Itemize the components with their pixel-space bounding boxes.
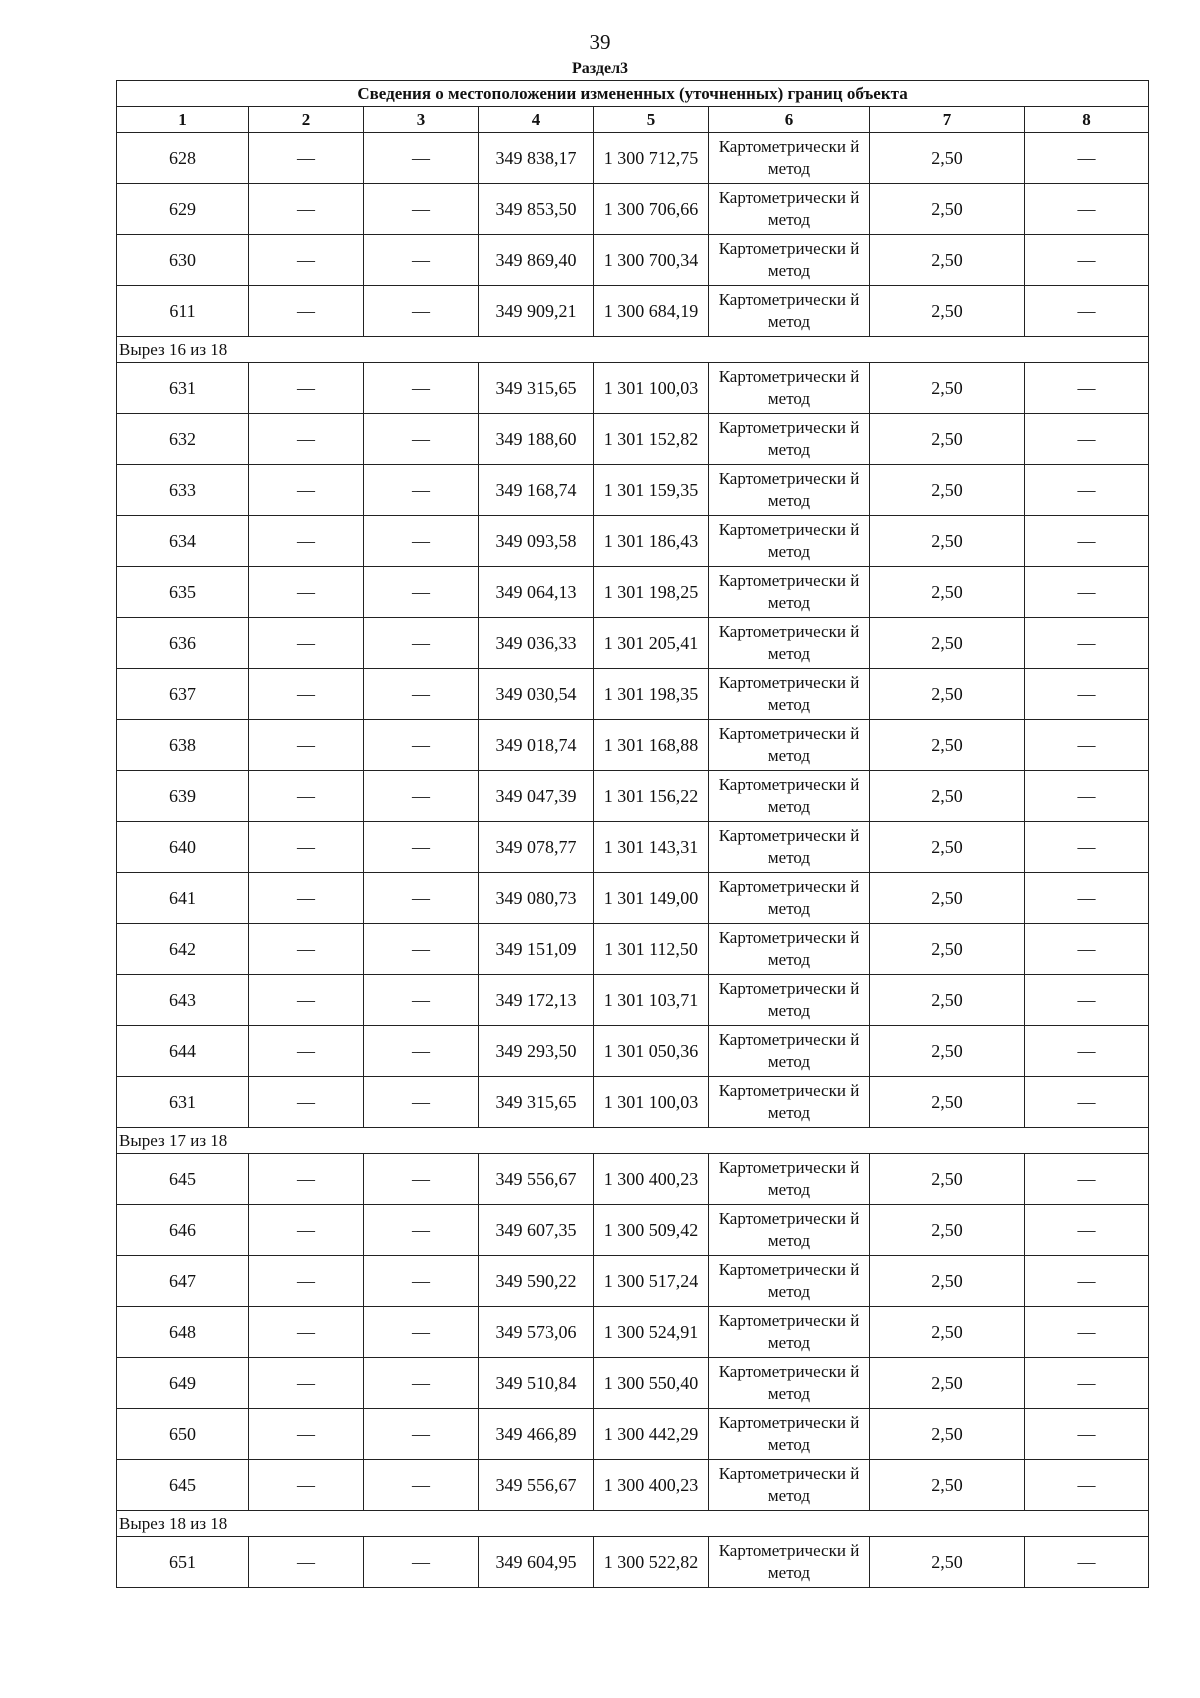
method-cell: Картометрически й метод: [709, 516, 870, 567]
point-number-cell: 637: [117, 669, 249, 720]
cutout-group-row: [117, 1128, 1149, 1154]
col3-cell: —: [364, 669, 479, 720]
y-coordinate-cell: 1 301 198,25: [594, 567, 709, 618]
col2-cell: —: [249, 1205, 364, 1256]
col8-cell: —: [1025, 1256, 1149, 1307]
col3-cell: —: [364, 1307, 479, 1358]
x-coordinate-cell: 349 315,65: [479, 1077, 594, 1128]
table-row: [117, 1256, 1149, 1307]
table-caption: Сведения о местоположении измененных (уточненных) границ объекта: [117, 81, 1149, 107]
method-cell: Картометрически й метод: [709, 1409, 870, 1460]
col8-cell: —: [1025, 235, 1149, 286]
col8-cell: —: [1025, 1026, 1149, 1077]
column-number: 8: [1025, 107, 1149, 133]
table-row: [117, 184, 1149, 235]
precision-cell: 2,50: [870, 1026, 1025, 1077]
col8-cell: —: [1025, 618, 1149, 669]
point-number-cell: 634: [117, 516, 249, 567]
x-coordinate-cell: 349 036,33: [479, 618, 594, 669]
col2-cell: —: [249, 1307, 364, 1358]
precision-cell: 2,50: [870, 1154, 1025, 1205]
col3-cell: —: [364, 133, 479, 184]
y-coordinate-cell: 1 301 112,50: [594, 924, 709, 975]
col3-cell: —: [364, 465, 479, 516]
x-coordinate-cell: 349 168,74: [479, 465, 594, 516]
col3-cell: —: [364, 771, 479, 822]
col8-cell: —: [1025, 465, 1149, 516]
col2-cell: —: [249, 873, 364, 924]
point-number-cell: 641: [117, 873, 249, 924]
table-row: [117, 873, 1149, 924]
col2-cell: —: [249, 516, 364, 567]
y-coordinate-cell: 1 301 100,03: [594, 1077, 709, 1128]
point-number-cell: 645: [117, 1154, 249, 1205]
col2-cell: —: [249, 1409, 364, 1460]
x-coordinate-cell: 349 604,95: [479, 1537, 594, 1588]
y-coordinate-cell: 1 301 205,41: [594, 618, 709, 669]
table-row: [117, 1358, 1149, 1409]
y-coordinate-cell: 1 300 522,82: [594, 1537, 709, 1588]
precision-cell: 2,50: [870, 133, 1025, 184]
precision-cell: 2,50: [870, 1537, 1025, 1588]
table-row: [117, 1154, 1149, 1205]
precision-cell: 2,50: [870, 414, 1025, 465]
method-cell: Картометрически й метод: [709, 1026, 870, 1077]
method-cell: Картометрически й метод: [709, 720, 870, 771]
x-coordinate-cell: 349 590,22: [479, 1256, 594, 1307]
col2-cell: —: [249, 822, 364, 873]
col2-cell: —: [249, 1077, 364, 1128]
point-number-cell: 650: [117, 1409, 249, 1460]
table-row: [117, 567, 1149, 618]
point-number-cell: 647: [117, 1256, 249, 1307]
col8-cell: —: [1025, 363, 1149, 414]
col3-cell: —: [364, 822, 479, 873]
col3-cell: —: [364, 1205, 479, 1256]
col2-cell: —: [249, 924, 364, 975]
table-row: [117, 133, 1149, 184]
col8-cell: —: [1025, 567, 1149, 618]
method-cell: Картометрически й метод: [709, 1460, 870, 1511]
method-cell: Картометрически й метод: [709, 669, 870, 720]
table-row: [117, 363, 1149, 414]
y-coordinate-cell: 1 301 100,03: [594, 363, 709, 414]
col3-cell: —: [364, 363, 479, 414]
column-number: 5: [594, 107, 709, 133]
column-number: 3: [364, 107, 479, 133]
method-cell: Картометрически й метод: [709, 1205, 870, 1256]
table-row: [117, 975, 1149, 1026]
col2-cell: —: [249, 1460, 364, 1511]
col8-cell: —: [1025, 1205, 1149, 1256]
column-number: 6: [709, 107, 870, 133]
point-number-cell: 644: [117, 1026, 249, 1077]
point-number-cell: 639: [117, 771, 249, 822]
table-row: [117, 1205, 1149, 1256]
point-number-cell: 645: [117, 1460, 249, 1511]
col8-cell: —: [1025, 720, 1149, 771]
x-coordinate-cell: 349 093,58: [479, 516, 594, 567]
x-coordinate-cell: 349 080,73: [479, 873, 594, 924]
point-number-cell: 628: [117, 133, 249, 184]
x-coordinate-cell: 349 064,13: [479, 567, 594, 618]
table-caption-row: [117, 81, 1149, 107]
col2-cell: —: [249, 975, 364, 1026]
x-coordinate-cell: 349 078,77: [479, 822, 594, 873]
x-coordinate-cell: 349 607,35: [479, 1205, 594, 1256]
col8-cell: —: [1025, 873, 1149, 924]
method-cell: Картометрически й метод: [709, 414, 870, 465]
method-cell: Картометрически й метод: [709, 924, 870, 975]
col2-cell: —: [249, 1358, 364, 1409]
col2-cell: —: [249, 771, 364, 822]
method-cell: Картометрически й метод: [709, 975, 870, 1026]
y-coordinate-cell: 1 300 712,75: [594, 133, 709, 184]
col8-cell: —: [1025, 1358, 1149, 1409]
point-number-cell: 632: [117, 414, 249, 465]
precision-cell: 2,50: [870, 720, 1025, 771]
precision-cell: 2,50: [870, 1460, 1025, 1511]
col2-cell: —: [249, 286, 364, 337]
table-row: [117, 618, 1149, 669]
y-coordinate-cell: 1 300 684,19: [594, 286, 709, 337]
point-number-cell: 633: [117, 465, 249, 516]
method-cell: Картометрически й метод: [709, 465, 870, 516]
col3-cell: —: [364, 1460, 479, 1511]
precision-cell: 2,50: [870, 618, 1025, 669]
col3-cell: —: [364, 1358, 479, 1409]
point-number-cell: 629: [117, 184, 249, 235]
col2-cell: —: [249, 1256, 364, 1307]
method-cell: Картометрически й метод: [709, 235, 870, 286]
col3-cell: —: [364, 286, 479, 337]
col8-cell: —: [1025, 184, 1149, 235]
y-coordinate-cell: 1 301 143,31: [594, 822, 709, 873]
method-cell: Картометрически й метод: [709, 1307, 870, 1358]
precision-cell: 2,50: [870, 184, 1025, 235]
point-number-cell: 640: [117, 822, 249, 873]
table-body: [117, 133, 1149, 1588]
table-row: [117, 1307, 1149, 1358]
method-cell: Картометрически й метод: [709, 1256, 870, 1307]
col3-cell: —: [364, 1256, 479, 1307]
table-row: [117, 1409, 1149, 1460]
table-row: [117, 669, 1149, 720]
point-number-cell: 631: [117, 1077, 249, 1128]
y-coordinate-cell: 1 301 103,71: [594, 975, 709, 1026]
method-cell: Картометрически й метод: [709, 184, 870, 235]
x-coordinate-cell: 349 172,13: [479, 975, 594, 1026]
col8-cell: —: [1025, 924, 1149, 975]
table-row: [117, 1537, 1149, 1588]
y-coordinate-cell: 1 300 400,23: [594, 1154, 709, 1205]
method-cell: Картометрически й метод: [709, 618, 870, 669]
precision-cell: 2,50: [870, 567, 1025, 618]
precision-cell: 2,50: [870, 975, 1025, 1026]
col3-cell: —: [364, 873, 479, 924]
point-number-cell: 635: [117, 567, 249, 618]
table-row: [117, 924, 1149, 975]
col3-cell: —: [364, 924, 479, 975]
col3-cell: —: [364, 1537, 479, 1588]
col8-cell: —: [1025, 286, 1149, 337]
precision-cell: 2,50: [870, 771, 1025, 822]
column-number: 1: [117, 107, 249, 133]
x-coordinate-cell: 349 838,17: [479, 133, 594, 184]
page-number: 39: [589, 30, 611, 54]
table-row: [117, 1077, 1149, 1128]
x-coordinate-cell: 349 315,65: [479, 363, 594, 414]
table-row: [117, 771, 1149, 822]
precision-cell: 2,50: [870, 235, 1025, 286]
point-number-cell: 630: [117, 235, 249, 286]
table-row: [117, 465, 1149, 516]
table-row: [117, 235, 1149, 286]
table-row: [117, 414, 1149, 465]
y-coordinate-cell: 1 300 400,23: [594, 1460, 709, 1511]
col2-cell: —: [249, 465, 364, 516]
col3-cell: —: [364, 516, 479, 567]
col8-cell: —: [1025, 975, 1149, 1026]
point-number-cell: 643: [117, 975, 249, 1026]
col3-cell: —: [364, 1409, 479, 1460]
column-number: 7: [870, 107, 1025, 133]
y-coordinate-cell: 1 301 159,35: [594, 465, 709, 516]
col3-cell: —: [364, 414, 479, 465]
precision-cell: 2,50: [870, 669, 1025, 720]
method-cell: Картометрически й метод: [709, 286, 870, 337]
x-coordinate-cell: 349 047,39: [479, 771, 594, 822]
y-coordinate-cell: 1 301 186,43: [594, 516, 709, 567]
cutout-group-label: Вырез 17 из 18: [117, 1128, 1149, 1154]
table-row: [117, 720, 1149, 771]
cutout-group-label: Вырез 18 из 18: [117, 1511, 1149, 1537]
col3-cell: —: [364, 1154, 479, 1205]
x-coordinate-cell: 349 293,50: [479, 1026, 594, 1077]
col2-cell: —: [249, 720, 364, 771]
col2-cell: —: [249, 669, 364, 720]
y-coordinate-cell: 1 301 149,00: [594, 873, 709, 924]
point-number-cell: 646: [117, 1205, 249, 1256]
precision-cell: 2,50: [870, 1205, 1025, 1256]
method-cell: Картометрически й метод: [709, 1154, 870, 1205]
col8-cell: —: [1025, 1307, 1149, 1358]
method-cell: Картометрически й метод: [709, 567, 870, 618]
x-coordinate-cell: 349 869,40: [479, 235, 594, 286]
precision-cell: 2,50: [870, 1307, 1025, 1358]
table-row: [117, 822, 1149, 873]
cutout-group-label: Вырез 16 из 18: [117, 337, 1149, 363]
col3-cell: —: [364, 567, 479, 618]
col8-cell: —: [1025, 822, 1149, 873]
y-coordinate-cell: 1 300 550,40: [594, 1358, 709, 1409]
column-number: 2: [249, 107, 364, 133]
col8-cell: —: [1025, 516, 1149, 567]
col2-cell: —: [249, 1537, 364, 1588]
table-row: [117, 286, 1149, 337]
precision-cell: 2,50: [870, 363, 1025, 414]
col8-cell: —: [1025, 1460, 1149, 1511]
method-cell: Картометрически й метод: [709, 1077, 870, 1128]
y-coordinate-cell: 1 301 050,36: [594, 1026, 709, 1077]
precision-cell: 2,50: [870, 465, 1025, 516]
y-coordinate-cell: 1 301 156,22: [594, 771, 709, 822]
method-cell: Картометрически й метод: [709, 1358, 870, 1409]
cutout-group-row: [117, 1511, 1149, 1537]
col2-cell: —: [249, 235, 364, 286]
y-coordinate-cell: 1 300 517,24: [594, 1256, 709, 1307]
point-number-cell: 649: [117, 1358, 249, 1409]
point-number-cell: 642: [117, 924, 249, 975]
col2-cell: —: [249, 133, 364, 184]
column-number-row: [117, 107, 1149, 133]
y-coordinate-cell: 1 300 700,34: [594, 235, 709, 286]
y-coordinate-cell: 1 300 706,66: [594, 184, 709, 235]
precision-cell: 2,50: [870, 1077, 1025, 1128]
cutout-group-row: [117, 337, 1149, 363]
x-coordinate-cell: 349 188,60: [479, 414, 594, 465]
point-number-cell: 631: [117, 363, 249, 414]
precision-cell: 2,50: [870, 516, 1025, 567]
method-cell: Картометрически й метод: [709, 1537, 870, 1588]
x-coordinate-cell: 349 853,50: [479, 184, 594, 235]
precision-cell: 2,50: [870, 286, 1025, 337]
col8-cell: —: [1025, 1537, 1149, 1588]
section-title: Раздел3: [571, 60, 629, 77]
point-number-cell: 638: [117, 720, 249, 771]
precision-cell: 2,50: [870, 1256, 1025, 1307]
col2-cell: —: [249, 567, 364, 618]
col3-cell: —: [364, 720, 479, 771]
col3-cell: —: [364, 975, 479, 1026]
col8-cell: —: [1025, 771, 1149, 822]
x-coordinate-cell: 349 030,54: [479, 669, 594, 720]
column-number: 4: [479, 107, 594, 133]
point-number-cell: 651: [117, 1537, 249, 1588]
x-coordinate-cell: 349 909,21: [479, 286, 594, 337]
x-coordinate-cell: 349 573,06: [479, 1307, 594, 1358]
col8-cell: —: [1025, 414, 1149, 465]
precision-cell: 2,50: [870, 1409, 1025, 1460]
col8-cell: —: [1025, 1154, 1149, 1205]
precision-cell: 2,50: [870, 873, 1025, 924]
point-number-cell: 648: [117, 1307, 249, 1358]
y-coordinate-cell: 1 301 198,35: [594, 669, 709, 720]
x-coordinate-cell: 349 556,67: [479, 1154, 594, 1205]
col8-cell: —: [1025, 133, 1149, 184]
col3-cell: —: [364, 618, 479, 669]
x-coordinate-cell: 349 556,67: [479, 1460, 594, 1511]
method-cell: Картометрически й метод: [709, 822, 870, 873]
y-coordinate-cell: 1 301 168,88: [594, 720, 709, 771]
method-cell: Картометрически й метод: [709, 873, 870, 924]
boundary-coordinates-table: [116, 80, 1149, 1588]
x-coordinate-cell: 349 466,89: [479, 1409, 594, 1460]
y-coordinate-cell: 1 300 442,29: [594, 1409, 709, 1460]
col2-cell: —: [249, 618, 364, 669]
col2-cell: —: [249, 414, 364, 465]
x-coordinate-cell: 349 510,84: [479, 1358, 594, 1409]
col3-cell: —: [364, 235, 479, 286]
col2-cell: —: [249, 363, 364, 414]
col2-cell: —: [249, 184, 364, 235]
precision-cell: 2,50: [870, 822, 1025, 873]
point-number-cell: 611: [117, 286, 249, 337]
table-row: [117, 1460, 1149, 1511]
precision-cell: 2,50: [870, 924, 1025, 975]
col8-cell: —: [1025, 1077, 1149, 1128]
y-coordinate-cell: 1 300 524,91: [594, 1307, 709, 1358]
x-coordinate-cell: 349 018,74: [479, 720, 594, 771]
table-row: [117, 1026, 1149, 1077]
y-coordinate-cell: 1 300 509,42: [594, 1205, 709, 1256]
col2-cell: —: [249, 1026, 364, 1077]
method-cell: Картометрически й метод: [709, 363, 870, 414]
col2-cell: —: [249, 1154, 364, 1205]
x-coordinate-cell: 349 151,09: [479, 924, 594, 975]
precision-cell: 2,50: [870, 1358, 1025, 1409]
col3-cell: —: [364, 184, 479, 235]
table-row: [117, 516, 1149, 567]
method-cell: Картометрически й метод: [709, 133, 870, 184]
point-number-cell: 636: [117, 618, 249, 669]
col3-cell: —: [364, 1026, 479, 1077]
col8-cell: —: [1025, 1409, 1149, 1460]
col3-cell: —: [364, 1077, 479, 1128]
method-cell: Картометрически й метод: [709, 771, 870, 822]
y-coordinate-cell: 1 301 152,82: [594, 414, 709, 465]
col8-cell: —: [1025, 669, 1149, 720]
